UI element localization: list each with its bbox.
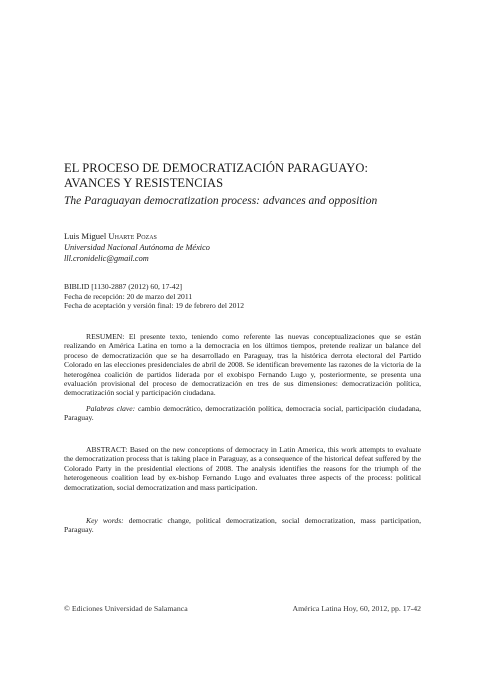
article-title <box>64 161 424 191</box>
author-email[interactable]: lll.cronidelic@gmail.com <box>64 254 149 263</box>
abstract-paragraph <box>64 445 421 492</box>
author-block <box>64 231 364 264</box>
article-title-line2: AVANCES Y RESISTENCIAS <box>64 176 224 190</box>
author-affiliation: Universidad Nacional Autónoma de México <box>64 243 210 252</box>
keywords-label: Key words: <box>86 516 124 525</box>
article-title-line1: EL PROCESO DE DEMOCRATIZACIÓN PARAGUAYO: <box>64 161 369 175</box>
biblid: BIBLID [1130-2887 (2012) 60, 17-42] <box>64 282 183 291</box>
resumen-text: RESUMEN: El presente texto, teniendo como referente las nuevas conceptualizaciones que se están realizando en América Latina en torno a la democracia en los últimos tiempos, pretende realizar un balance del proceso de democratización que se ha desarrollado en Paraguay, tras la histórica derrota electoral del Partido Colorado en las elecciones presidenciales de abril de 2008. Se identifican brevemente las razones de la victoria de la heterogénea coalición de partidos liderada por el exobispo Fernando Lugo y, posteriormente, se presenta una evaluación provisional del proceso de democratización en tres de sus dimensiones: democratización política, democratización social y participación ciudadana. <box>64 332 421 398</box>
palabras-clave-text: cambio democrático, democratización política, democracia social, participación ciudadana, Paraguay. <box>64 404 422 423</box>
resumen-paragraph <box>64 332 421 398</box>
author-name <box>64 231 364 242</box>
publication-metadata <box>64 282 404 311</box>
accepted-date: Fecha de aceptación y versión final: 19 de febrero del 2012 <box>64 301 245 310</box>
keywords-paragraph <box>64 516 421 535</box>
author-given-names: Luis Miguel <box>64 231 107 241</box>
keywords-text: democratic change, political democratization, social democratization, mass participation, Paraguay. <box>64 516 421 535</box>
abstract-text: ABSTRACT: Based on the new conceptions of democracy in Latin America, this work attempts to evaluate the democratization process that is taking place in Paraguay, as a consequence of the historical defeat suffered by the Colorado Party in the presidential elections of 2008. The analysis identifies the reasons for the triumph of the heterogeneous coalition lead by ex-bishop Fernando Lugo and evaluates three aspects of the process: political democratization, social democratization and mass participation. <box>64 445 421 492</box>
footer-publisher: © Ediciones Universidad de Salamanca <box>64 604 188 613</box>
received-date: Fecha de recepción: 20 de marzo del 2011 <box>64 291 193 301</box>
article-subtitle: The Paraguayan democratization process: advances and opposition <box>64 195 378 207</box>
palabras-clave-paragraph <box>64 404 421 423</box>
palabras-clave-label: Palabras clave: <box>86 404 136 413</box>
author-surnames: Uharte Pozas <box>108 231 157 241</box>
footer-citation: América Latina Hoy, 60, 2012, pp. 17-42 <box>292 604 421 613</box>
